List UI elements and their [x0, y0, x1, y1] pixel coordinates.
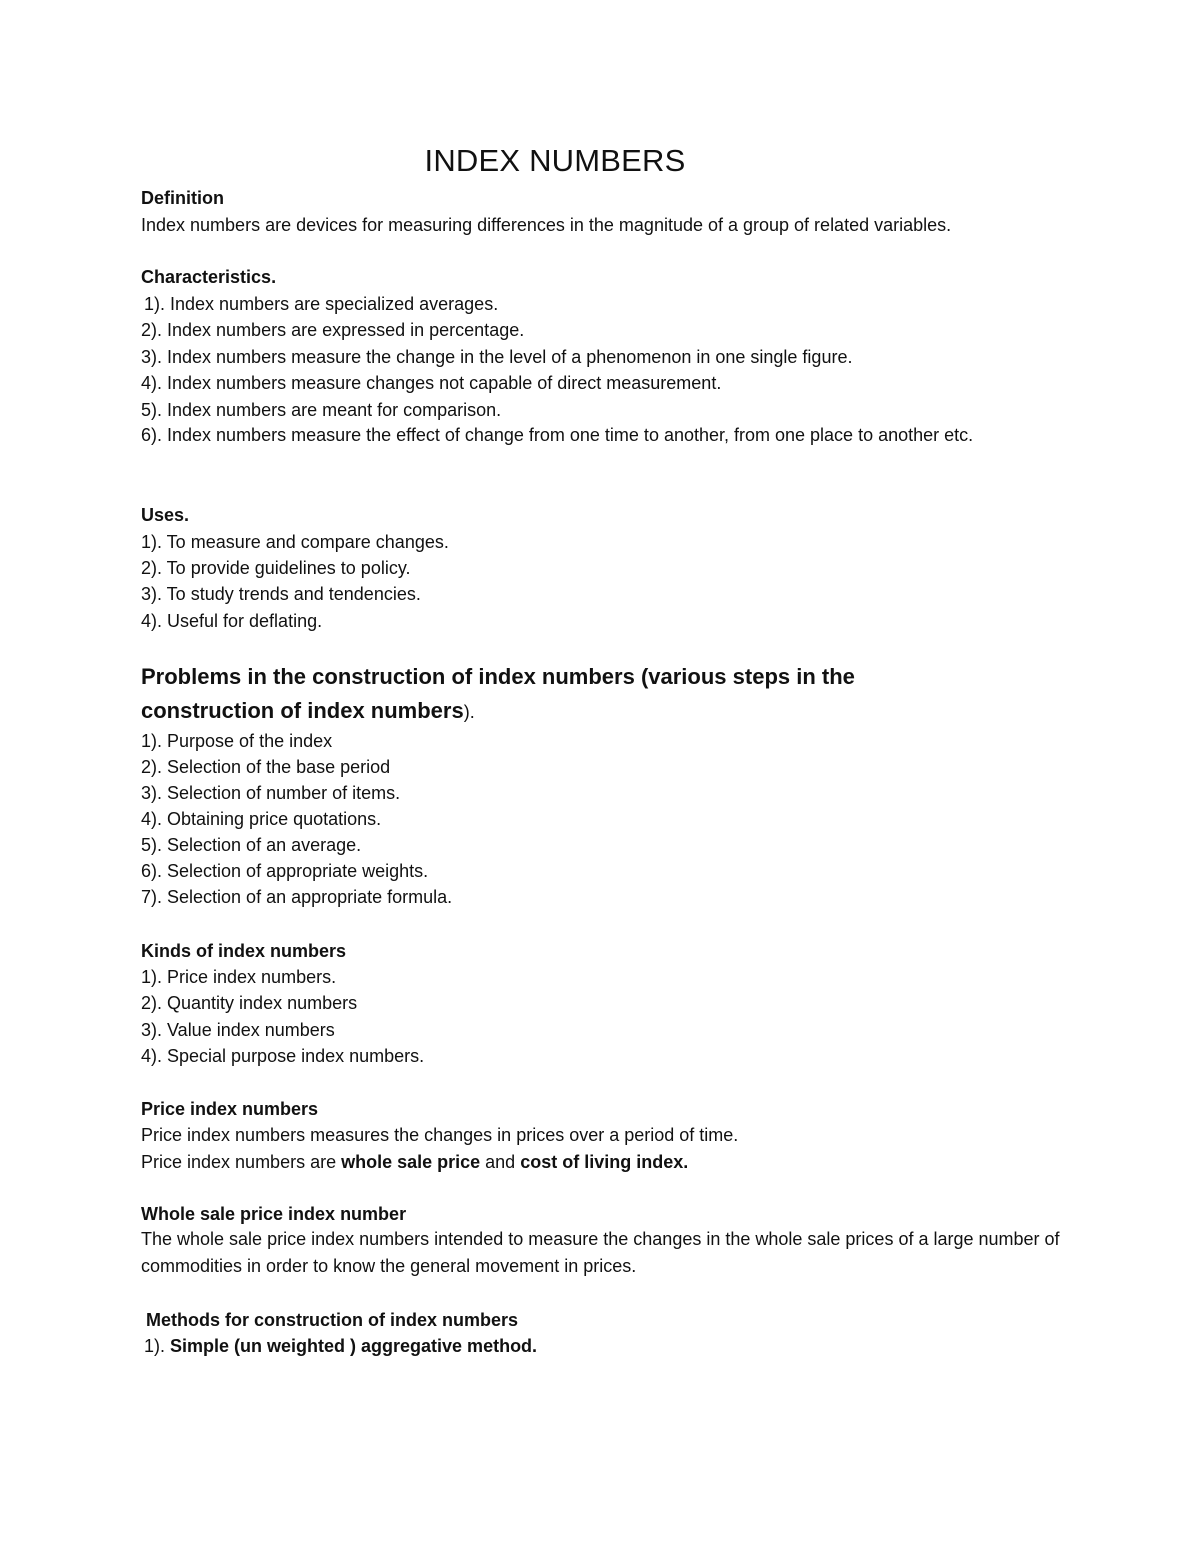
kinds-heading: Kinds of index numbers: [141, 941, 347, 961]
wholesale-text: The whole sale price index numbers intended to measure the changes in the whole sale prices of a large number of commodities in order to know the general movement in prices.: [141, 1229, 1060, 1276]
characteristics-item: 3). Index numbers measure the change in the level of a phenomenon in one single figure.: [141, 347, 853, 367]
problems-item: 6). Selection of appropriate weights.: [141, 861, 429, 881]
kinds-item: 1). Price index numbers.: [141, 967, 337, 987]
uses-heading: Uses.: [141, 505, 190, 525]
definition-text: Index numbers are devices for measuring differences in the magnitude of a group of related variables.: [141, 215, 952, 235]
characteristics-heading: Characteristics.: [141, 267, 277, 287]
uses-item: 4). Useful for deflating.: [141, 611, 323, 631]
problems-heading-line1: Problems in the construction of index numbers (various steps in the: [141, 664, 855, 689]
characteristics-item: 6). Index numbers measure the effect of change from one time to another, from one place to another etc.: [141, 425, 974, 445]
methods-item: [144, 1335, 537, 1357]
problems-heading-tail: ).: [463, 702, 475, 722]
methods-item-prefix: 1).: [144, 1336, 171, 1356]
price-index-line2-mid: and: [480, 1152, 521, 1172]
page-title: INDEX NUMBERS: [424, 143, 686, 178]
uses-item: 3). To study trends and tendencies.: [141, 584, 421, 604]
methods-heading: Methods for construction of index numbers: [146, 1310, 519, 1330]
characteristics-item: 5). Index numbers are meant for comparison.: [141, 400, 502, 420]
price-index-heading: Price index numbers: [141, 1099, 319, 1119]
price-index-line1: Price index numbers measures the changes in prices over a period of time.: [141, 1125, 739, 1145]
problems-item: 5). Selection of an average.: [141, 835, 362, 855]
wholesale-heading: Whole sale price index number: [141, 1204, 407, 1224]
price-index-line2: [141, 1151, 688, 1173]
characteristics-item: 1). Index numbers are specialized averages.: [144, 294, 499, 314]
methods-item-text: Simple (un weighted ) aggregative method.: [170, 1336, 538, 1356]
problems-item: 7). Selection of an appropriate formula.: [141, 887, 453, 907]
kinds-item: 3). Value index numbers: [141, 1020, 335, 1040]
price-index-line2-prefix: Price index numbers are: [141, 1152, 342, 1172]
problems-heading-text: construction of index numbers: [141, 698, 464, 723]
problems-item: 4). Obtaining price quotations.: [141, 809, 382, 829]
uses-item: 2). To provide guidelines to policy.: [141, 558, 411, 578]
problems-item: 3). Selection of number of items.: [141, 783, 401, 803]
characteristics-item: 2). Index numbers are expressed in percentage.: [141, 320, 525, 340]
kinds-item: 2). Quantity index numbers: [141, 993, 358, 1013]
problems-item: 2). Selection of the base period: [141, 757, 391, 777]
definition-heading: Definition: [141, 188, 224, 208]
problems-heading-line2: [141, 697, 475, 726]
price-index-line2-bold1: whole sale price: [341, 1152, 481, 1172]
characteristics-item: 4). Index numbers measure changes not capable of direct measurement.: [141, 373, 722, 393]
kinds-item: 4). Special purpose index numbers.: [141, 1046, 425, 1066]
uses-item: 1). To measure and compare changes.: [141, 532, 449, 552]
problems-item: 1). Purpose of the index: [141, 731, 333, 751]
price-index-line2-bold2: cost of living index.: [520, 1152, 689, 1172]
